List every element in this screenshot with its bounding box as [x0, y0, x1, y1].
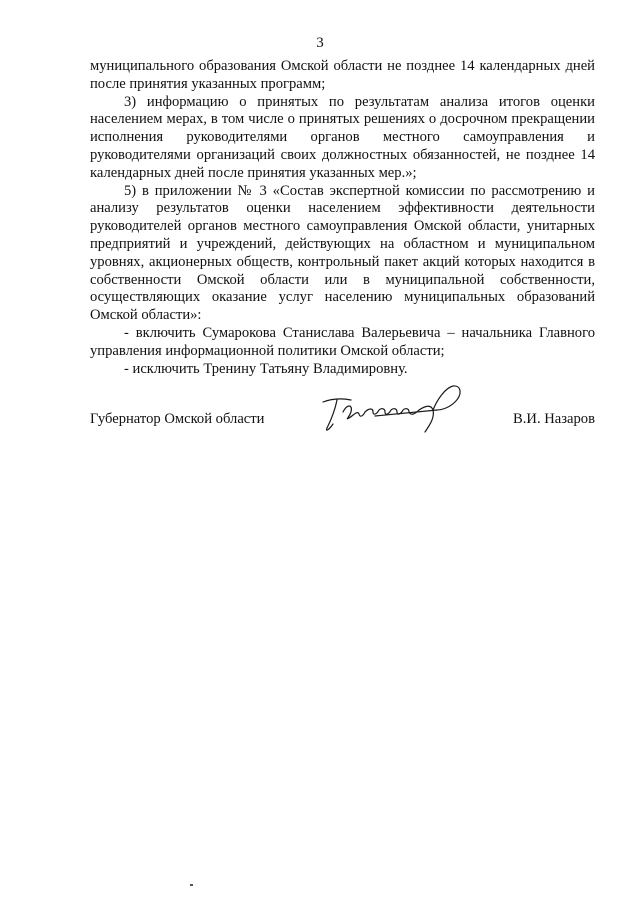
scan-dot	[190, 884, 193, 886]
handwritten-signature	[315, 380, 470, 440]
paragraph-exclude: - исключить Тренину Татьяну Владимировну.	[124, 360, 408, 377]
paragraph-continuation: муниципального образования Омской области не позднее 14 календарных дней после принятия указанных программ;	[90, 58, 595, 92]
page-number: 3	[316, 35, 324, 51]
paragraph-item-5: 5) в приложении № 3 «Состав экспертной комиссии по рассмотрению и анализу результатов оценки населением эффективности деятельности руководителей органов местного самоуправления Омской области, унитарных предприятий и учреждений, действующих на областном и муниципальном уровнях, акционерных обществ, контрольный пакет акций которых находится в собственности Омской области или в муниципальной собственности, осуществляющих оказание услуг населению муниципальных образований Омской области»:	[90, 182, 595, 324]
paragraph-item-3: 3) информацию о принятых по результатам анализа итогов оценки населением мерах, в том числе о принятых решениях о досрочном прекращении исполнения руководителями органов местного самоуправления и руководителями организаций своих должностных обязанностей, не позднее 14 календарных дней после принятия указанных мер.»;	[90, 93, 595, 181]
signatory-name: В.И. Назаров	[513, 411, 595, 427]
signature-block	[90, 380, 595, 440]
document-body	[90, 58, 595, 378]
signatory-title: Губернатор Омской области	[90, 411, 265, 427]
paragraph-include: - включить Сумарокова Станислава Валерьевича – начальника Главного управления информационной политики Омской области;	[90, 324, 595, 359]
